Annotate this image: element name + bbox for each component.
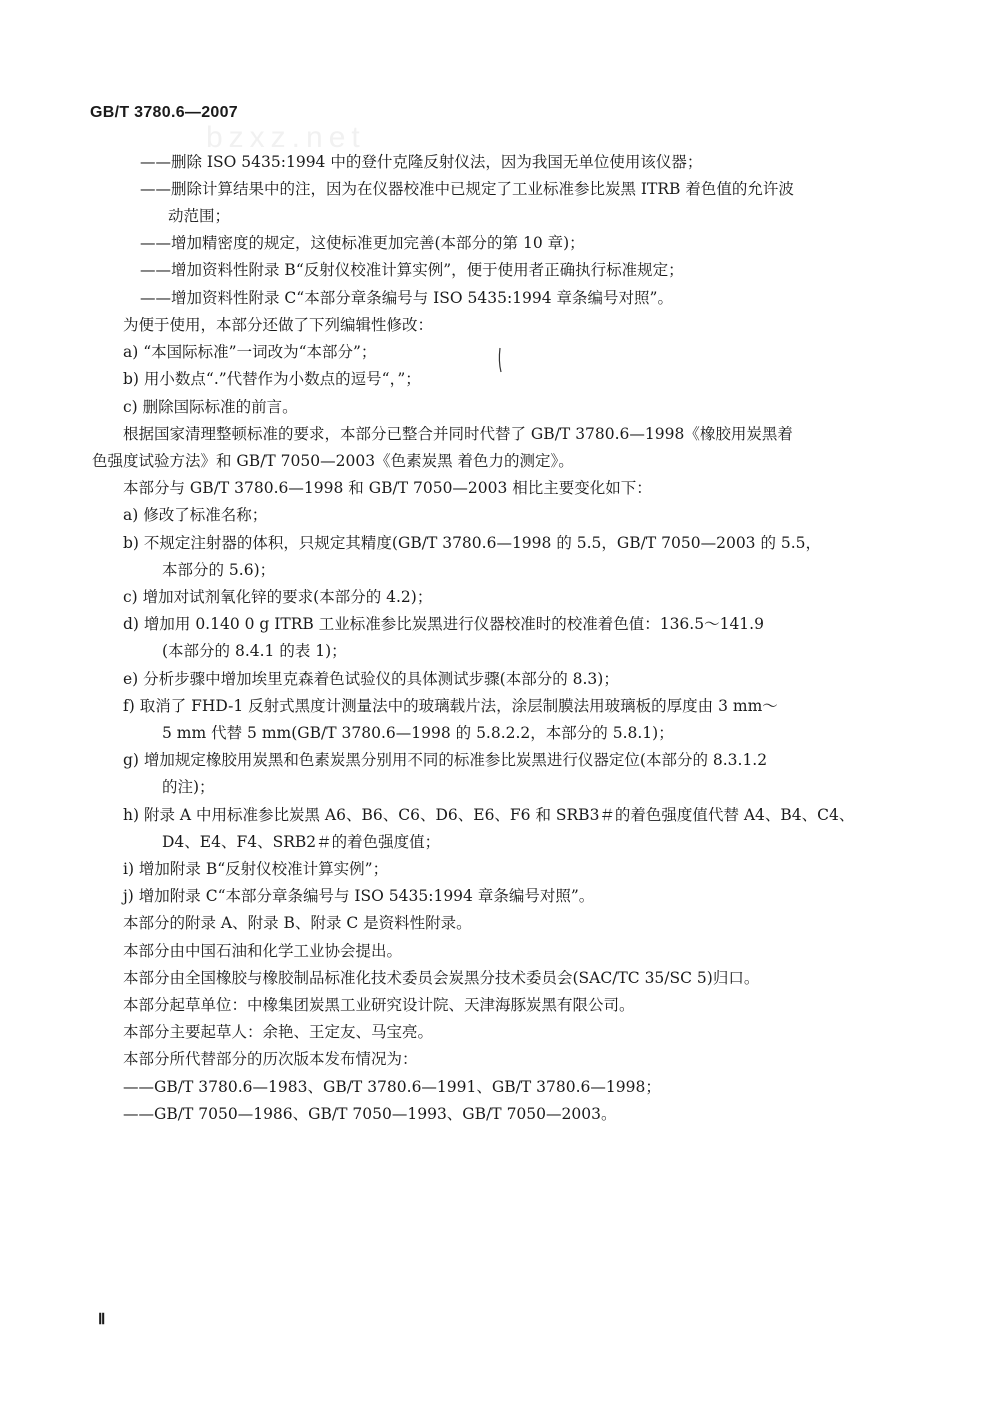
paragraph-line: 本部分由中国石油和化学工业协会提出。 [123,942,403,960]
paragraph-line: 本部分主要起草人：余艳、王定友、马宝亮。 [123,1023,434,1041]
paragraph-line: 本部分由全国橡胶与橡胶制品标准化技术委员会炭黑分技术委员会(SAC/TC 35/SC 5)归口。 [123,969,760,987]
paragraph-line: ——删除计算结果中的注，因为在仪器校准中已规定了工业标准参比炭黑 ITRB 着色值的允许波 [140,180,794,198]
list-item: e) 分析步骤中增加埃里克森着色试验仪的具体测试步骤(本部分的 8.3)； [123,670,619,688]
paragraph-line: 为便于使用，本部分还做了下列编辑性修改： [123,316,434,334]
pen-mark [496,346,504,376]
list-item: d) 增加用 0.140 0 g ITRB 工业标准参比炭黑进行仪器校准时的校准着色值：136.5～141.9 [123,615,764,633]
paragraph-line: 根据国家清理整顿标准的要求，本部分已整合并同时代替了 GB/T 3780.6—1998《橡胶用炭黑着 [123,425,793,443]
watermark: bzxz.net [206,121,366,154]
paragraph-line: 动范围； [168,207,231,225]
list-item-continuation: 5 mm 代替 5 mm(GB/T 3780.6—1998 的 5.8.2.2，本部分的 5.8.1)； [162,724,674,742]
paragraph-line: 本部分所代替部分的历次版本发布情况为： [123,1050,418,1068]
list-item-continuation: 本部分的 5.6)； [162,561,276,579]
page-number: Ⅱ [98,1312,106,1328]
list-item-continuation: (本部分的 8.4.1 的表 1)； [162,642,347,660]
paragraph-line: 本部分与 GB/T 3780.6—1998 和 GB/T 7050—2003 相比主要变化如下： [123,479,652,497]
list-item-continuation: 的注)； [162,778,215,796]
list-item: a) “本国际标准”一词改为“本部分”； [123,343,377,361]
list-item: i) 增加附录 B“反射仪校准计算实例”； [123,860,389,878]
paragraph-line: ——增加资料性附录 B“反射仪校准计算实例”，便于使用者正确执行标准规定； [140,261,684,279]
paragraph-line: 本部分的附录 A、附录 B、附录 C 是资料性附录。 [123,914,472,932]
standard-code-header: GB/T 3780.6—2007 [90,104,238,121]
list-item-continuation: D4、E4、F4、SRB2＃的着色强度值； [162,833,441,851]
list-item: c) 增加对试剂氧化锌的要求(本部分的 4.2)； [123,588,433,606]
paragraph-line: ——增加精密度的规定，这使标准更加完善(本部分的第 10 章)； [140,234,585,252]
paragraph-line: ——GB/T 7050—1986、GB/T 7050—1993、GB/T 7050—2003。 [123,1105,617,1123]
list-item: b) 不规定注射器的体积，只规定其精度(GB/T 3780.6—1998 的 5.5，GB/T 7050—2003 的 5.5， [123,534,822,552]
list-item: j) 增加附录 C“本部分章条编号与 ISO 5435:1994 章条编号对照”。 [123,887,595,905]
paragraph-line: ——删除 ISO 5435:1994 中的登什克隆反射仪法，因为我国无单位使用该仪器； [140,153,703,171]
list-item: f) 取消了 FHD-1 反射式黑度计测量法中的玻璃载片法，涂层制膜法用玻璃板的厚度由 3 mm～ [123,697,778,715]
list-item: g) 增加规定橡胶用炭黑和色素炭黑分别用不同的标准参比炭黑进行仪器定位(本部分的 8.3.1.2 [123,751,768,769]
list-item: h) 附录 A 中用标准参比炭黑 A6、B6、C6、D6、E6、F6 和 SRB3＃的着色强度值代替 A4、B4、C4、 [123,806,855,824]
list-item: c) 删除国际标准的前言。 [123,398,298,416]
list-item: a) 修改了标准名称； [123,506,268,524]
paragraph-line: ——GB/T 3780.6—1983、GB/T 3780.6—1991、GB/T 3780.6—1998； [123,1078,661,1096]
paragraph-line: 色强度试验方法》和 GB/T 7050—2003《色素炭黑 着色力的测定》。 [92,452,574,470]
paragraph-line: ——增加资料性附录 C“本部分章条编号与 ISO 5435:1994 章条编号对照”。 [140,289,673,307]
list-item: b) 用小数点“.”代替作为小数点的逗号“，”； [123,370,421,388]
paragraph-line: 本部分起草单位：中橡集团炭黑工业研究设计院、天津海豚炭黑有限公司。 [123,996,635,1014]
